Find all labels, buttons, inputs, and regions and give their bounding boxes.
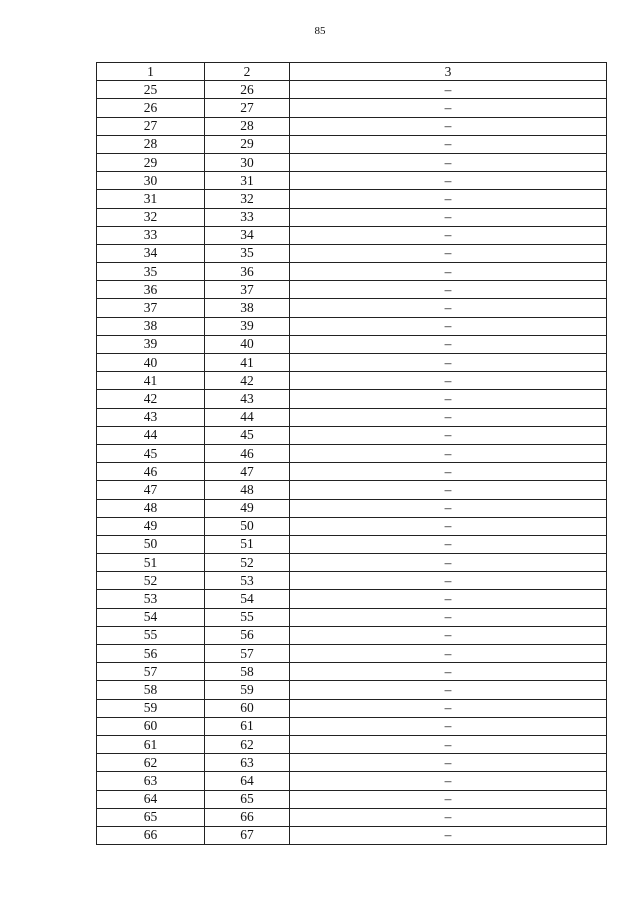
table-cell-col-2: 55 <box>205 608 290 626</box>
table-cell-col-2: 54 <box>205 590 290 608</box>
table-cell-col-3: – <box>290 117 607 135</box>
table-cell-col-3: – <box>290 735 607 753</box>
table-cell-col-3: – <box>290 354 607 372</box>
table-row <box>97 408 607 426</box>
table-cell-col-2: 67 <box>205 826 290 844</box>
table-row <box>97 190 607 208</box>
table-cell-col-1: 34 <box>97 244 205 262</box>
table-cell-col-2: 66 <box>205 808 290 826</box>
table-row <box>97 226 607 244</box>
table-row <box>97 81 607 99</box>
table-cell-col-1: 65 <box>97 808 205 826</box>
table-cell-col-1: 44 <box>97 426 205 444</box>
table-cell-col-2: 64 <box>205 772 290 790</box>
table-row <box>97 699 607 717</box>
table-cell-col-2: 57 <box>205 645 290 663</box>
table-row <box>97 481 607 499</box>
table-cell-col-1: 33 <box>97 226 205 244</box>
table-cell-col-3: – <box>290 317 607 335</box>
table-cell-col-3: – <box>290 135 607 153</box>
table-cell-col-1: 31 <box>97 190 205 208</box>
table-cell-col-2: 51 <box>205 535 290 553</box>
table-cell-col-3: – <box>290 444 607 462</box>
table-row <box>97 172 607 190</box>
table-row <box>97 717 607 735</box>
table-cell-col-3: – <box>290 681 607 699</box>
table-cell-col-2: 56 <box>205 626 290 644</box>
table-cell-col-3: – <box>290 717 607 735</box>
table-cell-col-1: 32 <box>97 208 205 226</box>
table-body <box>97 81 607 845</box>
table-row <box>97 499 607 517</box>
table-cell-col-1: 36 <box>97 281 205 299</box>
table-header <box>97 63 607 81</box>
table-cell-col-2: 31 <box>205 172 290 190</box>
data-table <box>96 62 607 845</box>
table-cell-col-1: 57 <box>97 663 205 681</box>
column-header-1: 1 <box>97 63 205 81</box>
table-cell-col-1: 62 <box>97 754 205 772</box>
table-cell-col-1: 26 <box>97 99 205 117</box>
table-cell-col-3: – <box>290 699 607 717</box>
table-row <box>97 135 607 153</box>
table-cell-col-2: 63 <box>205 754 290 772</box>
header-row <box>97 63 607 81</box>
table-cell-col-2: 41 <box>205 354 290 372</box>
table-cell-col-1: 35 <box>97 263 205 281</box>
table-cell-col-1: 28 <box>97 135 205 153</box>
table-cell-col-3: – <box>290 626 607 644</box>
table-cell-col-3: – <box>290 826 607 844</box>
table-cell-col-1: 47 <box>97 481 205 499</box>
table-cell-col-2: 30 <box>205 153 290 171</box>
table-row <box>97 735 607 753</box>
table-cell-col-1: 41 <box>97 372 205 390</box>
table-cell-col-2: 29 <box>205 135 290 153</box>
table-cell-col-3: – <box>290 426 607 444</box>
table-cell-col-1: 39 <box>97 335 205 353</box>
table-cell-col-1: 61 <box>97 735 205 753</box>
table-cell-col-3: – <box>290 226 607 244</box>
table-cell-col-1: 54 <box>97 608 205 626</box>
table-row <box>97 608 607 626</box>
table-row <box>97 426 607 444</box>
table-row <box>97 372 607 390</box>
table-row <box>97 244 607 262</box>
table-cell-col-3: – <box>290 408 607 426</box>
table-cell-col-1: 60 <box>97 717 205 735</box>
table-cell-col-2: 28 <box>205 117 290 135</box>
table-cell-col-1: 45 <box>97 444 205 462</box>
table-cell-col-3: – <box>290 517 607 535</box>
table-cell-col-2: 50 <box>205 517 290 535</box>
table-cell-col-1: 43 <box>97 408 205 426</box>
table-cell-col-1: 30 <box>97 172 205 190</box>
table-cell-col-1: 46 <box>97 463 205 481</box>
table-cell-col-3: – <box>290 535 607 553</box>
table-cell-col-2: 45 <box>205 426 290 444</box>
table-row <box>97 299 607 317</box>
table-cell-col-2: 44 <box>205 408 290 426</box>
table-cell-col-1: 48 <box>97 499 205 517</box>
table-row <box>97 808 607 826</box>
table-cell-col-3: – <box>290 172 607 190</box>
table-cell-col-3: – <box>290 299 607 317</box>
table-cell-col-3: – <box>290 790 607 808</box>
table-cell-col-2: 38 <box>205 299 290 317</box>
table-row <box>97 263 607 281</box>
table-cell-col-2: 65 <box>205 790 290 808</box>
table-row <box>97 681 607 699</box>
table-cell-col-1: 29 <box>97 153 205 171</box>
table-cell-col-1: 59 <box>97 699 205 717</box>
table-cell-col-2: 58 <box>205 663 290 681</box>
table-cell-col-1: 53 <box>97 590 205 608</box>
table-row <box>97 626 607 644</box>
table-row <box>97 517 607 535</box>
table-cell-col-1: 40 <box>97 354 205 372</box>
table-cell-col-2: 37 <box>205 281 290 299</box>
table-cell-col-2: 43 <box>205 390 290 408</box>
table-cell-col-3: – <box>290 481 607 499</box>
table-cell-col-1: 55 <box>97 626 205 644</box>
table-cell-col-1: 27 <box>97 117 205 135</box>
table-cell-col-3: – <box>290 263 607 281</box>
table-row <box>97 153 607 171</box>
table-cell-col-2: 62 <box>205 735 290 753</box>
table-row <box>97 335 607 353</box>
table-cell-col-3: – <box>290 754 607 772</box>
table-row <box>97 390 607 408</box>
table-cell-col-3: – <box>290 153 607 171</box>
table-cell-col-3: – <box>290 590 607 608</box>
table-cell-col-2: 46 <box>205 444 290 462</box>
table-cell-col-3: – <box>290 390 607 408</box>
table-cell-col-1: 49 <box>97 517 205 535</box>
table-cell-col-3: – <box>290 554 607 572</box>
table-row <box>97 754 607 772</box>
page-number: 85 <box>314 25 326 37</box>
table-cell-col-2: 36 <box>205 263 290 281</box>
table-row <box>97 590 607 608</box>
table-cell-col-1: 64 <box>97 790 205 808</box>
table-cell-col-2: 60 <box>205 699 290 717</box>
table-row <box>97 444 607 462</box>
table-cell-col-2: 33 <box>205 208 290 226</box>
table-cell-col-3: – <box>290 244 607 262</box>
table-cell-col-1: 42 <box>97 390 205 408</box>
table-row <box>97 281 607 299</box>
table-row <box>97 99 607 117</box>
table-row <box>97 645 607 663</box>
table-cell-col-3: – <box>290 281 607 299</box>
table-row <box>97 463 607 481</box>
table-cell-col-2: 52 <box>205 554 290 572</box>
column-header-2: 2 <box>205 63 290 81</box>
table-cell-col-3: – <box>290 772 607 790</box>
table-cell-col-2: 35 <box>205 244 290 262</box>
table-row <box>97 772 607 790</box>
table-cell-col-3: – <box>290 81 607 99</box>
column-header-3: 3 <box>290 63 607 81</box>
table-cell-col-2: 53 <box>205 572 290 590</box>
table-cell-col-2: 32 <box>205 190 290 208</box>
table-row <box>97 663 607 681</box>
table-cell-col-3: – <box>290 335 607 353</box>
table-cell-col-2: 61 <box>205 717 290 735</box>
table-row <box>97 826 607 844</box>
table-cell-col-3: – <box>290 499 607 517</box>
table-cell-col-2: 59 <box>205 681 290 699</box>
table-row <box>97 117 607 135</box>
table-cell-col-2: 26 <box>205 81 290 99</box>
table-row <box>97 535 607 553</box>
table-row <box>97 317 607 335</box>
table-cell-col-1: 51 <box>97 554 205 572</box>
table-cell-col-1: 50 <box>97 535 205 553</box>
table-cell-col-1: 52 <box>97 572 205 590</box>
table-cell-col-2: 39 <box>205 317 290 335</box>
table-cell-col-2: 40 <box>205 335 290 353</box>
table-cell-col-3: – <box>290 608 607 626</box>
table-cell-col-1: 58 <box>97 681 205 699</box>
table-row <box>97 208 607 226</box>
table-cell-col-1: 37 <box>97 299 205 317</box>
table-row <box>97 790 607 808</box>
table-cell-col-3: – <box>290 808 607 826</box>
table-cell-col-3: – <box>290 99 607 117</box>
table-cell-col-1: 63 <box>97 772 205 790</box>
table-cell-col-2: 49 <box>205 499 290 517</box>
table-cell-col-3: – <box>290 572 607 590</box>
table-cell-col-1: 66 <box>97 826 205 844</box>
table-cell-col-3: – <box>290 463 607 481</box>
table-cell-col-2: 48 <box>205 481 290 499</box>
table-cell-col-3: – <box>290 190 607 208</box>
table-cell-col-2: 42 <box>205 372 290 390</box>
table-cell-col-1: 56 <box>97 645 205 663</box>
table-cell-col-1: 25 <box>97 81 205 99</box>
table-cell-col-3: – <box>290 208 607 226</box>
table-row <box>97 572 607 590</box>
table-cell-col-3: – <box>290 372 607 390</box>
table-row <box>97 554 607 572</box>
table-cell-col-1: 38 <box>97 317 205 335</box>
table-container <box>96 62 607 845</box>
table-cell-col-2: 27 <box>205 99 290 117</box>
table-cell-col-2: 34 <box>205 226 290 244</box>
table-cell-col-2: 47 <box>205 463 290 481</box>
table-cell-col-3: – <box>290 645 607 663</box>
table-row <box>97 354 607 372</box>
table-cell-col-3: – <box>290 663 607 681</box>
